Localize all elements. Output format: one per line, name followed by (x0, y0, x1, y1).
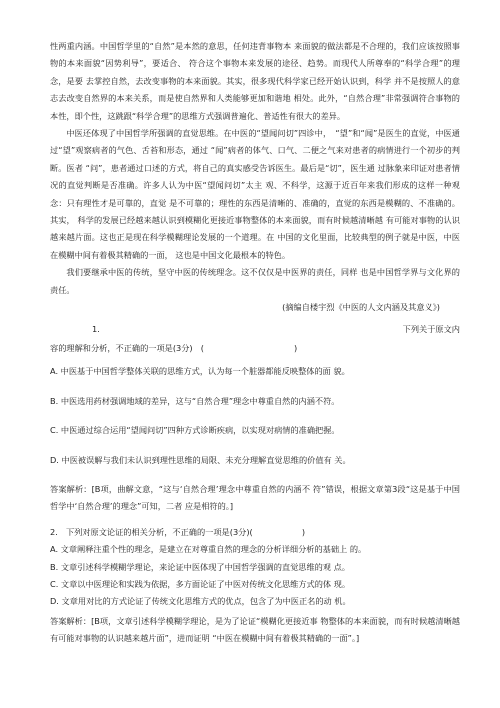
question-1-stem: 容的理解和分析，不正确的一项是(3分) ( ) (50, 342, 298, 353)
question-2-answer: 答案解析：[B项，文章引述科学模糊学理论，是为了论证“模糊化更接近事 物整体的本来面貌，而有时候越清晰越有可能对事物的认识越来越片面”，进而证明 “中医在模糊中间有着极其精确的一面”。] (50, 615, 460, 644)
question-2-option-d: D. 文章用对比的方式论证了传统文化思维方式的优点，包含了为中医正名的动 机。 (50, 596, 351, 607)
passage-paragraph-3: 我们要继承中医的传统，坚守中医的传统理念。这不仅仅是中医界的责任，同样 也是中国哲学界与文化界的责任。 (50, 267, 460, 295)
passage-source: (摘编自楼宇烈《中医的人文内涵及其意义》) (282, 302, 440, 313)
question-1-options (50, 363, 460, 469)
passage-paragraph-1: 性两重内涵。中国哲学里的“自然”是本然的意思，任何违背事物本 来面貌的做法都是不合理的，我们应该按照事物的本来面貌“因势利导”，要适合、 符合这个事物本来发展的途径、趋势。而现代人所尊奉的“科学合理”的理念，是要 去掌控自然，去改变事物的本来面貌。其实，很多现代科学家已经开始认识到，科学 并不是按照人的意志去改变自然界的本来关系，而是使自然界和人类能够更加和谐地 相处。此外，“自然合理”非常强调符合事物的本性，即个性，这跳跟“科学合理”的思维方式强调普遍化、普适性有很大的差异。 (50, 41, 460, 121)
question-1-number: 1. (92, 323, 100, 334)
question-2-stem: 2. 下列对原文论证的相关分析，不正确的一项是(3分)( ) (50, 526, 306, 537)
question-1-option-d: D. 中医被误解与我们未认识到理性思维的局限、未充分理解直觉思维的价值有 关。 (50, 454, 351, 465)
question-1-option-c: C. 中医通过综合运用“望闻问切”四种方式诊断疾病，以实现对病情的准确把握。 (50, 425, 340, 436)
question-1-option-a: A. 中医基于中国哲学整体关联的思维方式，认为每一个脏器都能反映整体的面 貌。 (50, 366, 350, 377)
question-2-option-b: B. 文章引述科学模糊学理论，来论证中医体现了中国哲学强调的直觉思维的观 点。 (50, 561, 350, 572)
passage-paragraph-2: 中医还体现了中国哲学所强调的直觉思维。在中医的“望闻问切”四诊中， “望”和“闻”是医生的直觉，中医通过“望”观察病者的气色、舌苔和形态，通过 “闻”病者的体气、口气、二便之气来对患者的病情进行一个初步的判断。医者 “问”，患者通过口述的方式，将自己的真实感受告诉医生。最后是“切”，医生通 过脉象来印证对患者情况的直觉判断是否准确。许多人认为中医“望闻问切”太主 观、不科学，这源于近百年来我们形成的这样一种观念：只有理性才是可靠的，直觉 是不可靠的；理性的东西是清晰的、准确的，直觉的东西是模糊的、不准确的。其实， 科学的发展已经越来越认识到模糊化更接近事物整体的本来面貌，而有时候越清晰越 有可能对事物的认识越来越片面。这也正是现在科学模糊理论发展的一个道理。在 中国的文化里面，比较典型的例子就是中医，中医在模糊中间有着极其精确的一面， 这也是中国文化最根本的特色。 (50, 128, 460, 260)
question-1-header (50, 321, 460, 338)
question-1-stem-start: 下列关于原文内 (402, 323, 460, 334)
question-2-option-c: C. 文章以中医理论和实践为依据，多方面论证了中医对传统文化思维方式的体 现。 (50, 578, 351, 589)
question-1-option-b: B. 中医选用药材强调地域的差异，这与“自然合理”理念中尊重自然的内涵不符。 (50, 395, 340, 406)
question-1-answer: 答案解析：[B项，曲解文意，“这与‘自然合理’理念中尊重自然的内涵不 符”错误，根据文章第3段“这是基于中国哲学中‘自然合理’的理念”可知，二者 应是相符的。] (50, 483, 460, 512)
question-2-option-a: A. 文章阐释注重个性的理念，是建立在对尊重自然的理念的分析详细分析的基础上 的。 (50, 544, 367, 555)
question-2 (50, 524, 460, 648)
